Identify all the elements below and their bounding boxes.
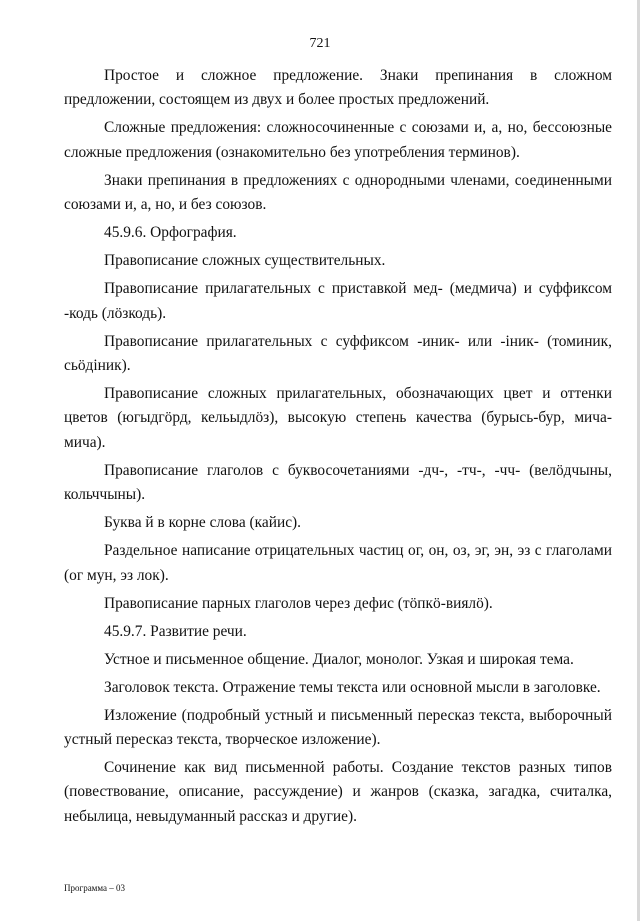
footer-label: Программа – 03 (64, 883, 126, 893)
paragraph: Простое и сложное предложение. Знаки препинания в сложном предложении, состоящем из двух и более простых предложений. (64, 67, 612, 109)
paragraph: Правописание прилагательных с суффиксом -иник- или -iник- (томиник, сьӧдiник). (64, 332, 612, 375)
paragraph: Сочинение как вид письменной работы. Создание текстов разных типов (повествование, описание, рассуждение) и жанров (сказка, загадка, считалка, небылица, невыдуманный рассказ и другие). (64, 759, 612, 825)
paragraph: Правописание прилагательных с приставкой мед- (медмича) и суффиксом -кодь (лӧзкодь). (64, 280, 612, 322)
paragraph: Раздельное написание отрицательных частиц ог, он, оз, эг, эн, эз с глаголами (ог мун, эз лок). (64, 542, 612, 584)
paragraph: Изложение (подробный устный и письменный пересказ текста, выборочный устный пересказ текста, творческое изложение). (64, 706, 612, 749)
paragraph: Правописание глаголов с буквосочетаниями -дч-, -тч-, -чч- (велӧдчыны, кольччыны). (64, 461, 612, 504)
paragraph: Заголовок текста. Отражение темы текста или основной мысли в заголовке. (104, 678, 601, 696)
body-text (64, 64, 612, 829)
paragraph: Правописание парных глаголов через дефис (тӧпкӧ-виялӧ). (104, 594, 493, 612)
paragraph: Сложные предложения: сложносочиненные с союзами и, а, но, бессоюзные сложные предложения (ознакомительно без употребления терминов). (64, 119, 612, 161)
section-heading: 45.9.7. Развитие речи. (104, 622, 247, 640)
paragraph: Знаки препинания в предложениях с однородными членами, соединенными союзами и, а, но, и без союзов. (64, 171, 612, 214)
paragraph: Буква й в корне слова (кайис). (104, 514, 301, 532)
page-number: 721 (309, 36, 331, 51)
section-heading: 45.9.6. Орфография. (104, 224, 237, 242)
paragraph: Правописание сложных существительных. (104, 252, 386, 270)
paragraph: Устное и письменное общение. Диалог, монолог. Узкая и широкая тема. (104, 650, 574, 668)
paragraph: Правописание сложных прилагательных, обозначающих цвет и оттенки цветов (югыдгӧрд, кельыдлӧз), высокую степень качества (бурысь-бур, мича-мича). (64, 385, 612, 451)
